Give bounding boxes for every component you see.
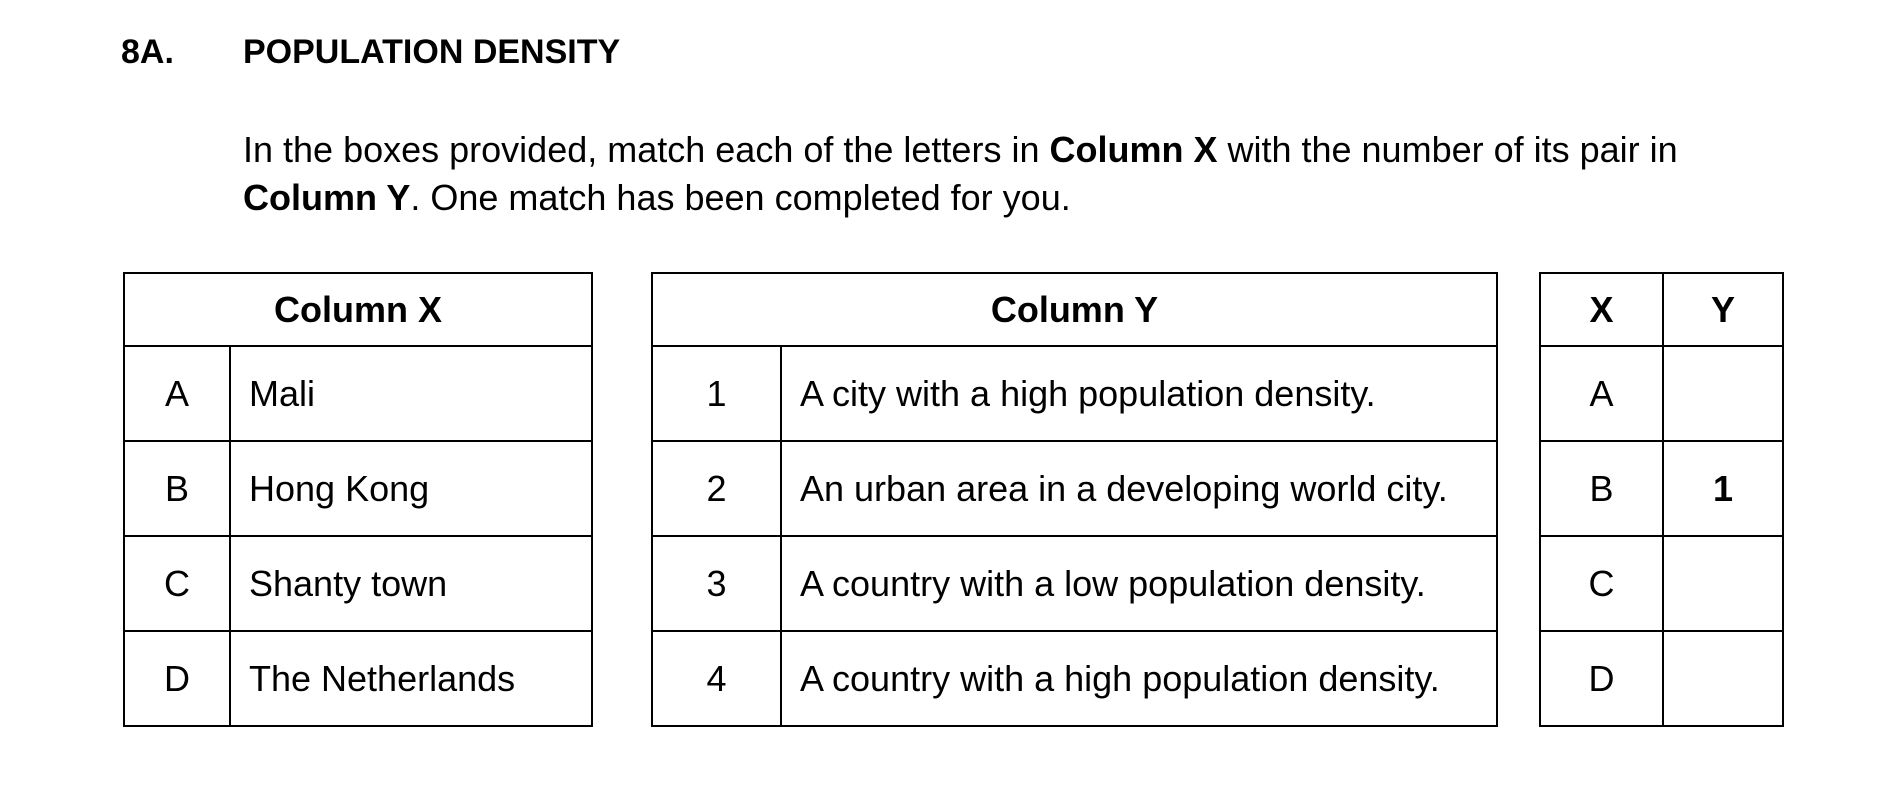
instructions-bold-column-x: Column X <box>1049 129 1218 170</box>
column-x-key: D <box>124 631 230 726</box>
instructions-text-2: with the number of its pair in <box>1217 129 1678 170</box>
table-row <box>652 536 1497 631</box>
table-row <box>1540 441 1783 536</box>
column-x-table <box>123 272 593 727</box>
column-x-header-row <box>124 273 592 346</box>
column-y-key: 3 <box>652 536 781 631</box>
column-y-text: A country with a low population density. <box>781 536 1497 631</box>
answer-letter: C <box>1540 536 1663 631</box>
column-x-key: B <box>124 441 230 536</box>
question-number: 8A. <box>121 33 174 71</box>
column-y-key: 1 <box>652 346 781 441</box>
column-x-text: Hong Kong <box>230 441 592 536</box>
instructions-text-1: In the boxes provided, match each of the letters in <box>243 129 1050 170</box>
column-y-key: 2 <box>652 441 781 536</box>
answer-box[interactable]: 1 <box>1663 441 1783 536</box>
column-y-header: Column Y <box>652 273 1497 346</box>
table-row <box>652 631 1497 726</box>
question-title: POPULATION DENSITY <box>243 33 621 71</box>
column-y-table <box>651 272 1498 727</box>
answer-box[interactable] <box>1663 346 1783 441</box>
column-x-key: C <box>124 536 230 631</box>
table-row <box>652 441 1497 536</box>
table-row <box>124 536 592 631</box>
answer-header-x: X <box>1540 273 1663 346</box>
column-y-text: A city with a high population density. <box>781 346 1497 441</box>
table-row <box>124 441 592 536</box>
table-row <box>124 631 592 726</box>
table-row <box>1540 346 1783 441</box>
answer-box[interactable] <box>1663 631 1783 726</box>
column-x-text: Shanty town <box>230 536 592 631</box>
answer-letter: B <box>1540 441 1663 536</box>
instructions-bold-column-y: Column Y <box>243 177 411 218</box>
table-row <box>1540 631 1783 726</box>
answer-letter: A <box>1540 346 1663 441</box>
table-row <box>652 346 1497 441</box>
answer-box[interactable] <box>1663 536 1783 631</box>
instructions-text-3: . One match has been completed for you. <box>410 177 1071 218</box>
column-x-header: Column X <box>124 273 592 346</box>
instructions <box>243 126 1803 222</box>
answer-letter: D <box>1540 631 1663 726</box>
answer-header-row <box>1540 273 1783 346</box>
column-x-key: A <box>124 346 230 441</box>
column-y-header-row <box>652 273 1497 346</box>
table-row <box>1540 536 1783 631</box>
table-row <box>124 346 592 441</box>
answer-header-y: Y <box>1663 273 1783 346</box>
column-y-text: An urban area in a developing world city. <box>781 441 1497 536</box>
column-y-key: 4 <box>652 631 781 726</box>
column-x-text: The Netherlands <box>230 631 592 726</box>
answer-table <box>1539 272 1784 727</box>
column-x-text: Mali <box>230 346 592 441</box>
column-y-text: A country with a high population density. <box>781 631 1497 726</box>
